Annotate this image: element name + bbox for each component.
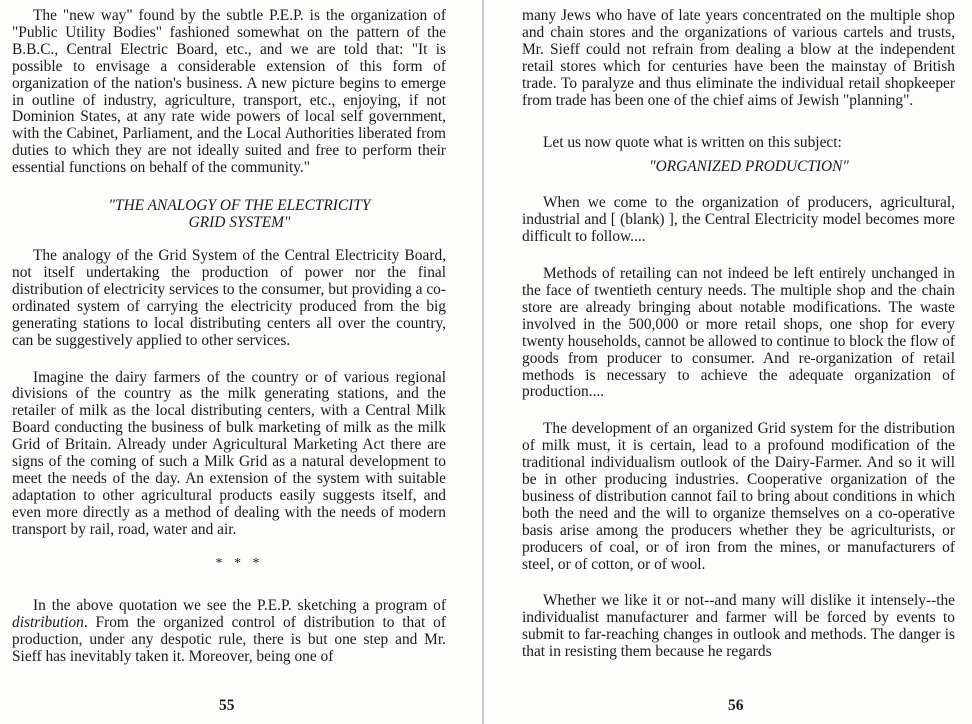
left-page-number: 55 (219, 697, 235, 714)
heading-line-1: "THE ANALOGY OF THE ELECTRICITY (108, 197, 371, 215)
right-paragraph-1: many Jews who have of late years concentrated on the multiple shop and chain stores and the organizations of various cartels and trusts, Mr. Sieff could not refrain from dealing a blow at the independent retail stores which for centuries have been the mainstay of British trade. To paralyze and thus eliminate the individual retail shopkeeper from trade has been one of the chief aims of Jewish "planning". (522, 7, 955, 109)
para-4-text-start: In the above quotation we see the P.E.P. sketching a program of (33, 597, 446, 615)
right-paragraph-2: Let us now quote what is written on this subject: (543, 134, 842, 152)
section-separator: * * * (215, 555, 264, 571)
right-page (522, 8, 955, 661)
right-paragraph-4: Methods of retailing can not indeed be left entirely unchanged in the face of twentieth century needs. The multiple shop and the chain store are already bringing about notable modifications. The waste involved in the 500,000 or more retail shops, one shop for every twenty households, cannot be allowed to continue to block the flow of goods from producer to consumer. And re-organization of retail methods is necessary to achieve the adequate organization of production.... (522, 265, 955, 401)
book-gutter (482, 0, 484, 724)
left-paragraph-1: The "new way" found by the subtle P.E.P. is the organization of "Public Utility Bodies" fashioned somewhat on the pattern of the B.B.C., Central Electric Board, etc., and we are told that: "It is possible to envisage a considerable extension of this form of organization of the nation's business. A new picture begins to emerge in outline of industry, agriculture, transport, etc., enjoying, if not Dominion States, at any rate wide powers of local self government, with the Cabinet, Parliament, and the Local Authorities liberated from duties to which they are not ideally suited and free to perform their essential functions on behalf of the community." (12, 7, 446, 177)
left-section-heading (12, 197, 446, 231)
para-4-text-end: . From the organized control of distribution to that of production, under any despotic rule, there is but one step and Mr. Sieff has inevitably taken it. Moreover, being one of (12, 614, 446, 666)
right-page-number: 56 (728, 697, 744, 714)
left-paragraph-4 (12, 598, 446, 666)
left-paragraph-3: Imagine the dairy farmers of the country or of various regional divisions of the country as the milk generating stations, and the retailer of milk as the local distributing centers, with a Central Milk Board conducting the business of bulk marketing of milk as the milk Grid of Britain. Already under Agricultural Marketing Act there are signs of the coming of such a Milk Grid as a natural development to meet the needs of the day. An extension of the system with suitable adaptation to other agricultural products easily suggests itself, and even more directly as a method of dealing with the needs of modern transport by rail, road, water and air. (12, 368, 446, 538)
right-paragraph-3: When we come to the organization of producers, agricultural, industrial and [ (blank) ], the Central Electricity model becomes more difficult to follow.... (522, 194, 955, 246)
right-paragraph-5: The development of an organized Grid system for the distribution of milk must, it is certain, lead to a profound modification of the traditional individualism outlook of the Dairy-Farmer. And so it will be in other producing industries. Cooperative organization of the business of distribution cannot fail to bring about conditions in which both the need and the will to organize themselves on a co-operative basis arise among the producers whether they be agriculturists, or producers of coal, or of iron from the mines, or manufacturers of steel, or of cotton, or of wool. (522, 420, 955, 573)
left-page (12, 8, 446, 666)
right-section-heading: "ORGANIZED PRODUCTION" (649, 158, 849, 176)
heading-line-2: GRID SYSTEM" (188, 214, 291, 232)
right-paragraph-6: Whether we like it or not--and many will dislike it intensely--the individualist manufacturer and farmer will be forced by events to submit to far-reaching changes in outlook and methods. The danger is that in resisting them because he regards (522, 592, 955, 661)
para-4-italic-word: distribution (12, 614, 84, 632)
left-paragraph-2: The analogy of the Grid System of the Central Electricity Board, not itself undertaking the production of power nor the final distribution of electricity services to the consumer, but providing a co-ordinated system of carrying the electricity produced from the big generating stations to local distributing centers all over the country, can be suggestively applied to other services. (12, 247, 446, 349)
